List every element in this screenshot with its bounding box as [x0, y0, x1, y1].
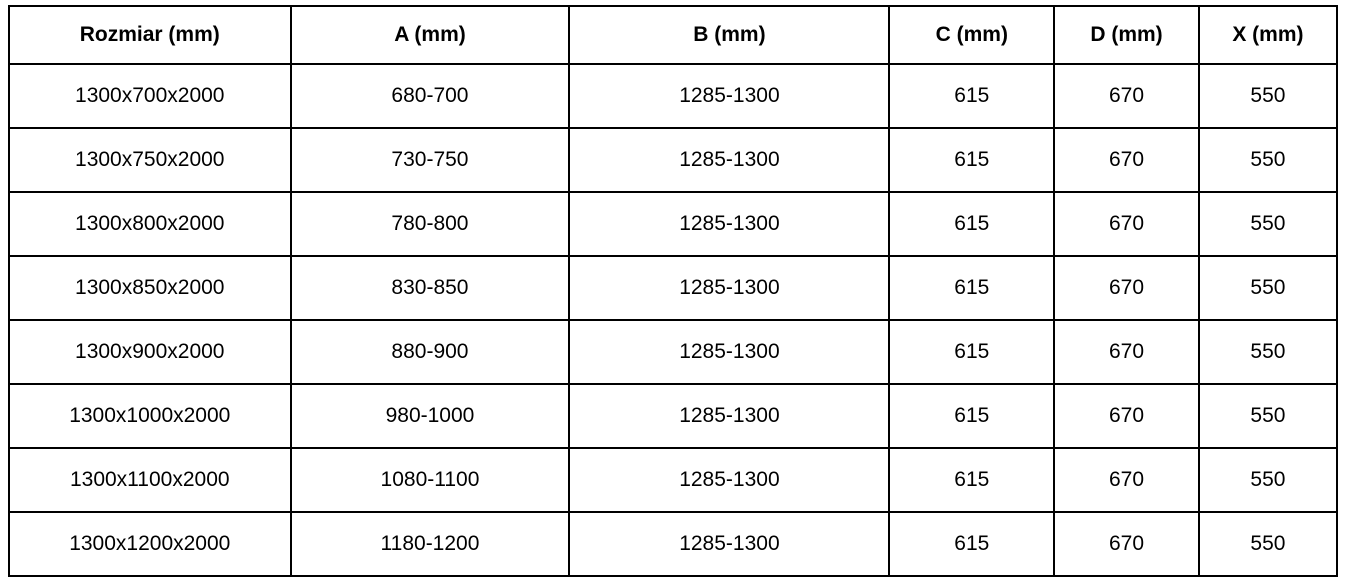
- table-cell: 1285-1300: [569, 384, 889, 448]
- table-row: [9, 448, 1337, 512]
- table-cell: 880-900: [291, 320, 570, 384]
- table-cell: 730-750: [291, 128, 570, 192]
- table-cell: 1180-1200: [291, 512, 570, 576]
- table-row: [9, 320, 1337, 384]
- table-cell: 1300x850x2000: [9, 256, 291, 320]
- table-cell: 615: [889, 192, 1054, 256]
- table-cell: 670: [1054, 64, 1199, 128]
- size-specification-table: [8, 5, 1338, 577]
- column-header: Rozmiar (mm): [9, 6, 291, 64]
- table-row: [9, 64, 1337, 128]
- table-cell: 550: [1199, 192, 1337, 256]
- table-cell: 1285-1300: [569, 512, 889, 576]
- table-cell: 670: [1054, 128, 1199, 192]
- table-cell: 550: [1199, 512, 1337, 576]
- table-cell: 1300x800x2000: [9, 192, 291, 256]
- table-cell: 550: [1199, 320, 1337, 384]
- table-cell: 1300x750x2000: [9, 128, 291, 192]
- table-row: [9, 128, 1337, 192]
- table-cell: 550: [1199, 128, 1337, 192]
- column-header: X (mm): [1199, 6, 1337, 64]
- table-cell: 680-700: [291, 64, 570, 128]
- table-header-row: [9, 6, 1337, 64]
- table-cell: 670: [1054, 448, 1199, 512]
- table-cell: 1300x700x2000: [9, 64, 291, 128]
- table-row: [9, 384, 1337, 448]
- table-cell: 550: [1199, 256, 1337, 320]
- table-cell: 615: [889, 384, 1054, 448]
- table-cell: 670: [1054, 320, 1199, 384]
- table-row: [9, 256, 1337, 320]
- table-cell: 670: [1054, 256, 1199, 320]
- table-cell: 1285-1300: [569, 448, 889, 512]
- table-cell: 615: [889, 320, 1054, 384]
- table-cell: 670: [1054, 192, 1199, 256]
- table-cell: 1300x1100x2000: [9, 448, 291, 512]
- table-cell: 550: [1199, 448, 1337, 512]
- table-cell: 1285-1300: [569, 192, 889, 256]
- table-cell: 1285-1300: [569, 128, 889, 192]
- table-cell: 830-850: [291, 256, 570, 320]
- column-header: C (mm): [889, 6, 1054, 64]
- table-cell: 1300x1200x2000: [9, 512, 291, 576]
- table-cell: 1300x900x2000: [9, 320, 291, 384]
- table-cell: 1300x1000x2000: [9, 384, 291, 448]
- table-cell: 615: [889, 128, 1054, 192]
- table-cell: 615: [889, 64, 1054, 128]
- table-cell: 615: [889, 256, 1054, 320]
- column-header: A (mm): [291, 6, 570, 64]
- table-cell: 1080-1100: [291, 448, 570, 512]
- table-cell: 1285-1300: [569, 64, 889, 128]
- table-cell: 980-1000: [291, 384, 570, 448]
- table-cell: 550: [1199, 384, 1337, 448]
- table-cell: 670: [1054, 512, 1199, 576]
- table-cell: 780-800: [291, 192, 570, 256]
- table-cell: 670: [1054, 384, 1199, 448]
- table-body: [9, 64, 1337, 576]
- table-cell: 550: [1199, 64, 1337, 128]
- table-cell: 1285-1300: [569, 256, 889, 320]
- table-row: [9, 192, 1337, 256]
- table-row: [9, 512, 1337, 576]
- table-cell: 1285-1300: [569, 320, 889, 384]
- column-header: B (mm): [569, 6, 889, 64]
- column-header: D (mm): [1054, 6, 1199, 64]
- table-cell: 615: [889, 512, 1054, 576]
- table-cell: 615: [889, 448, 1054, 512]
